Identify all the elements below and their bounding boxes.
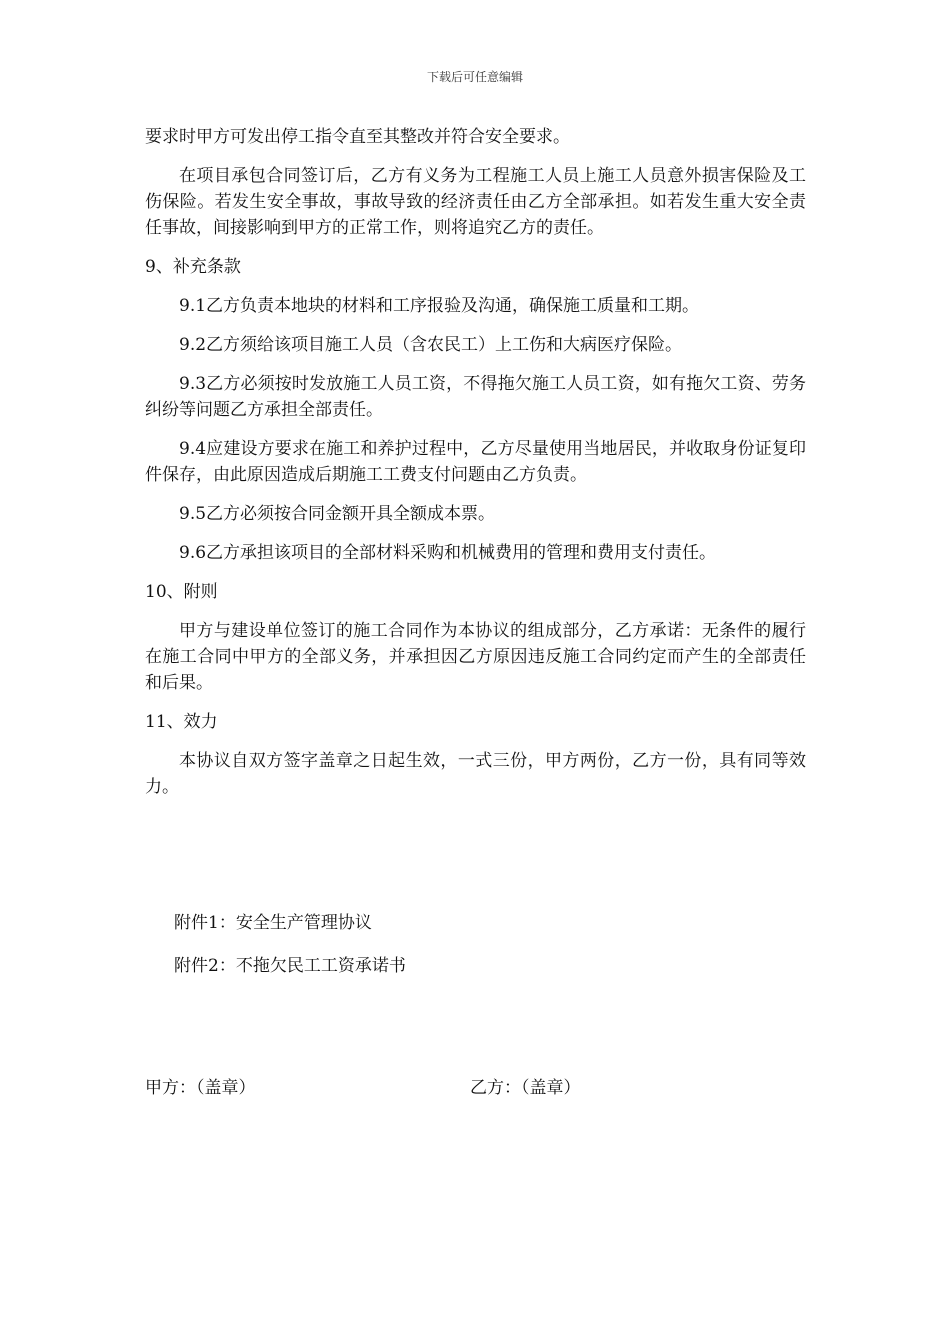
section-9-title: 9、补充条款 bbox=[145, 257, 241, 277]
section-10-title: 10、附则 bbox=[145, 582, 218, 602]
document-body bbox=[145, 124, 806, 813]
clause-9-3: 9.3乙方必须按时发放施工人员工资，不得拖欠施工人员工资，如有拖欠工资、劳务纠纷等问题乙方承担全部责任。 bbox=[145, 374, 806, 420]
clause-9-2: 9.2乙方须给该项目施工人员（含农民工）上工伤和大病医疗保险。 bbox=[179, 335, 683, 355]
section-11-title: 11、效力 bbox=[145, 712, 218, 732]
section-10-text: 甲方与建设单位签订的施工合同作为本协议的组成部分，乙方承诺：无条件的履行在施工合同中甲方的全部义务，并承担因乙方原因违反施工合同约定而产生的全部责任和后果。 bbox=[145, 621, 806, 693]
signature-party-b: 乙方：（盖章） bbox=[470, 1078, 581, 1098]
clause-9-4: 9.4应建设方要求在施工和养护过程中，乙方尽量使用当地居民，并收取身份证复印件保存，由此原因造成后期施工工费支付问题由乙方负责。 bbox=[145, 439, 806, 485]
clause-9-5: 9.5乙方必须按合同金额开具全额成本票。 bbox=[179, 504, 496, 524]
attachment-1: 附件1：安全生产管理协议 bbox=[174, 913, 372, 933]
paragraph-insurance: 在项目承包合同签订后，乙方有义务为工程施工人员上施工人员意外损害保险及工伤保险。若发生安全事故，事故导致的经济责任由乙方全部承担。如若发生重大安全责任事故，间接影响到甲方的正常工作，则将追究乙方的责任。 bbox=[145, 166, 806, 238]
signature-party-a: 甲方：（盖章） bbox=[145, 1078, 256, 1098]
section-11-text: 本协议自双方签字盖章之日起生效，一式三份，甲方两份，乙方一份，具有同等效力。 bbox=[145, 751, 806, 797]
attachment-2: 附件2：不拖欠民工工资承诺书 bbox=[174, 956, 406, 976]
page-header-note: 下载后可任意编辑 bbox=[426, 70, 523, 84]
clause-9-6: 9.6乙方承担该项目的全部材料采购和机械费用的管理和费用支付责任。 bbox=[179, 543, 717, 563]
attachments-list bbox=[174, 910, 406, 996]
paragraph-safety-continuation: 要求时甲方可发出停工指令直至其整改并符合安全要求。 bbox=[145, 127, 570, 147]
clause-9-1: 9.1乙方负责本地块的材料和工序报验及沟通，确保施工质量和工期。 bbox=[179, 296, 700, 316]
